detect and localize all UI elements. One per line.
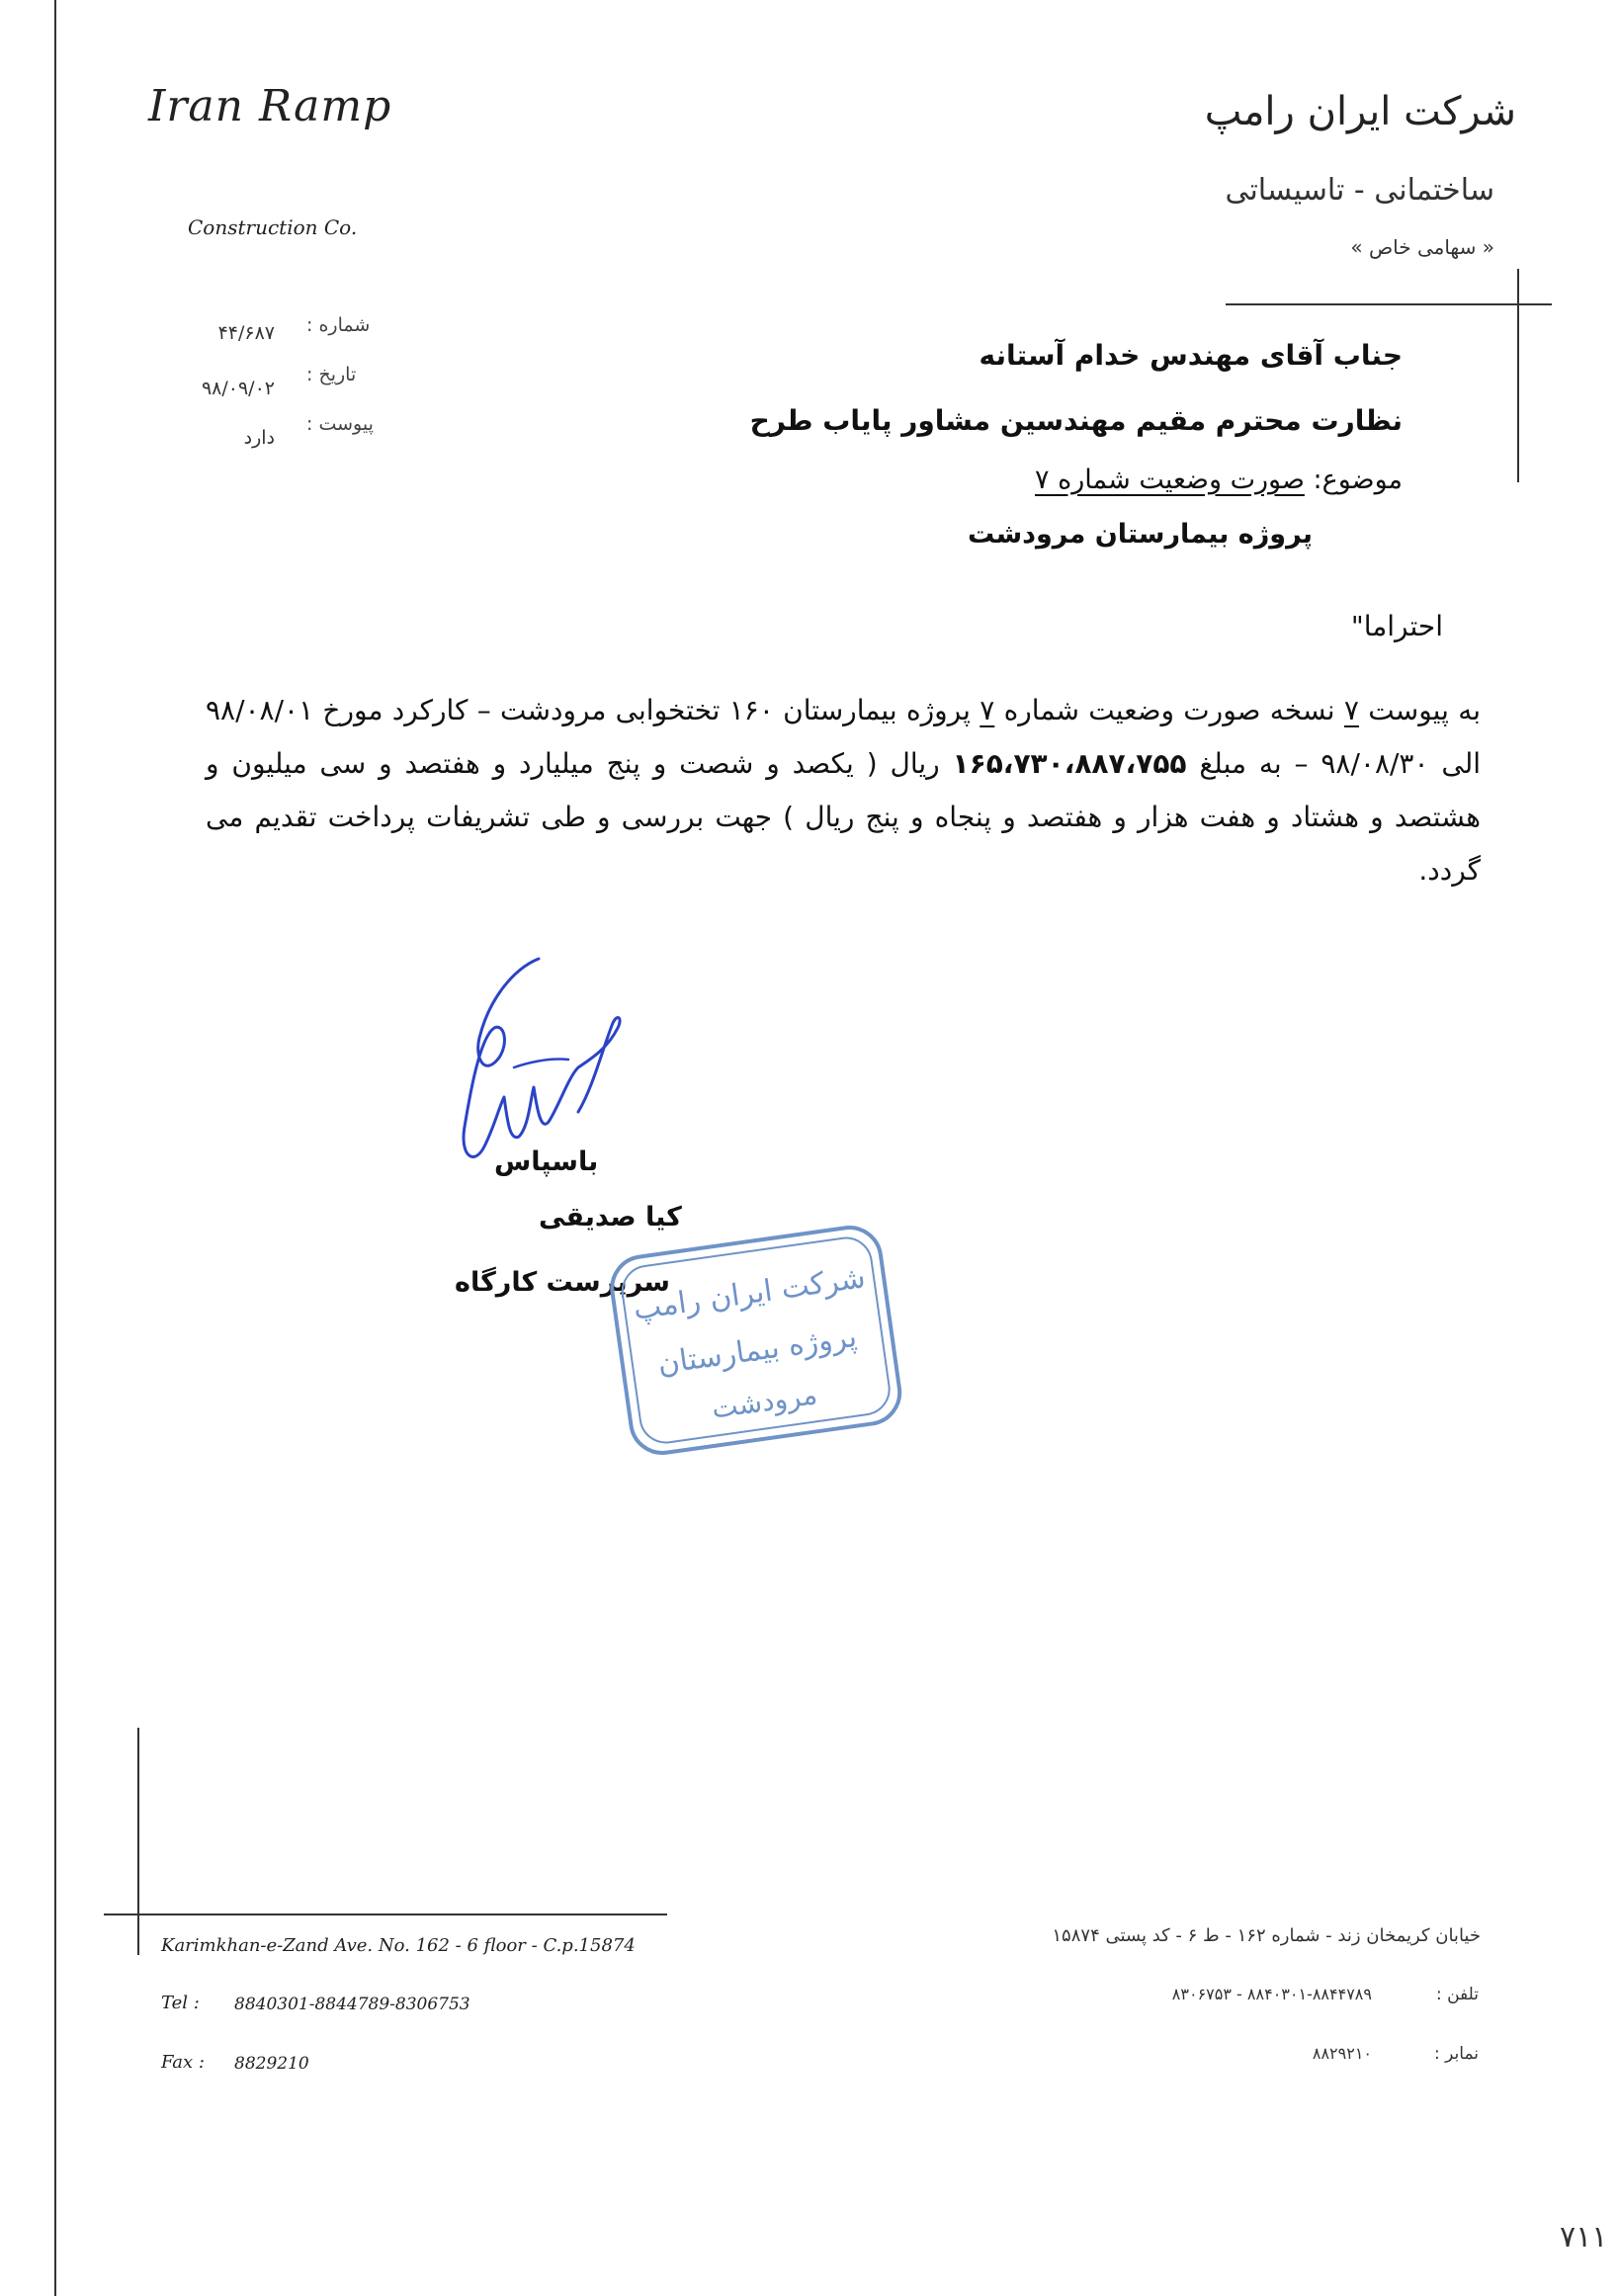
recipient-line-2: نظارت محترم مقیم مهندسین مشاور پایاب طرح xyxy=(749,404,1403,437)
company-name-persian: شرکت ایران رامپ xyxy=(1204,89,1516,134)
closing-phrase: باسپاس xyxy=(494,1147,599,1177)
date-label: تاریخ : xyxy=(306,364,357,385)
number-value: ۴۴/۶۸۷ xyxy=(217,322,275,344)
statement-number: ۷ xyxy=(980,694,995,726)
recipient-line-1: جناب آقای مهندس خدام آستانه xyxy=(979,339,1403,372)
body-part-2: نسخه صورت وضعیت شماره xyxy=(1003,694,1335,726)
number-label: شماره : xyxy=(306,314,371,336)
signature-stroke xyxy=(464,959,620,1156)
footer-rule xyxy=(104,1913,667,1915)
letter-body xyxy=(206,684,1481,897)
footer-fax-english: 8829210 xyxy=(234,2054,309,2074)
salutation: احتراما" xyxy=(1350,610,1443,642)
logo-english: Iran Ramp xyxy=(148,81,392,131)
project-stamp xyxy=(603,1214,909,1471)
footer-tel-label-persian: تلفن : xyxy=(1435,1985,1479,2004)
logo-english-subtitle: Construction Co. xyxy=(188,215,358,239)
amount-value: ۱۶۵،۷۳۰،۸۸۷،۷۵۵ xyxy=(952,747,1187,780)
footer-fax-label-persian: نمابر : xyxy=(1434,2044,1479,2064)
subject-line xyxy=(1035,465,1403,495)
header-corner-line xyxy=(1517,269,1519,482)
project-name: پروژه بیمارستان مرودشت xyxy=(968,519,1313,550)
footer-corner-line xyxy=(137,1728,139,1955)
copies-count: ۷ xyxy=(1343,694,1359,726)
signer-name: کیا صدیقی xyxy=(539,1202,682,1233)
footer-fax-persian: ۸۸۲۹۲۱۰ xyxy=(1312,2044,1372,2063)
body-part-1: به پیوست xyxy=(1368,694,1482,726)
subject-value: صورت وضعیت شماره ۷ xyxy=(1035,465,1305,495)
footer-tel-persian: ۸۸۴۰۳۰۱-۸۸۴۴۷۸۹ - ۸۳۰۶۷۵۳ xyxy=(1171,1985,1372,2003)
signer-title: سرپرست کارگاه xyxy=(455,1267,670,1298)
date-value: ۹۸/۰۹/۰۲ xyxy=(201,378,275,399)
stamp-line-3: مرودشت xyxy=(709,1378,819,1425)
footer-tel-english: 8840301-8844789-8306753 xyxy=(234,1995,470,2014)
stamp-line-2: پروژه بیمارستان xyxy=(655,1318,860,1382)
attachment-label: پیوست : xyxy=(306,413,374,435)
handwritten-signature xyxy=(420,929,647,1226)
body-part-4: ریال ( یکصد و شصت و پنج میلیارد و هفتصد و سی میلیون و هشتصد و هشتاد و هفت هزار و هفتصد و پنجاه و پنج ریال ) جهت بررسی و طی تشریفات پرداخت تقدیم می گردد. xyxy=(206,747,1481,887)
page-mark: ۷۱۱ xyxy=(1560,2220,1608,2254)
company-status: « سهامی خاص » xyxy=(1350,235,1494,259)
attachment-value: دارد xyxy=(243,427,275,449)
footer-address-persian: خیابان کریمخان زند - شماره ۱۶۲ - ط ۶ - کد پستی ۱۵۸۷۴ xyxy=(1052,1925,1481,1946)
subject-label: موضوع: xyxy=(1313,465,1403,495)
footer-fax-label: Fax : xyxy=(161,2052,205,2073)
header-rule xyxy=(1226,303,1552,305)
signature-stroke-2 xyxy=(514,1060,568,1067)
left-margin-line xyxy=(54,0,56,2296)
body-part-3: پروژه بیمارستان ۱۶۰ تختخوابی مرودشت – کارکرد مورخ ۹۸/۰۸/۰۱ الی ۹۸/۰۸/۳۰ – به مبلغ xyxy=(206,694,1482,780)
footer-tel-label: Tel : xyxy=(161,1993,200,2013)
stamp-line-1: شرکت ایران رامپ xyxy=(631,1260,868,1327)
company-type: ساختمانی - تاسیساتی xyxy=(1225,173,1494,208)
footer-address-english: Karimkhan-e-Zand Ave. No. 162 - 6 floor - C.p.15874 xyxy=(161,1935,636,1956)
